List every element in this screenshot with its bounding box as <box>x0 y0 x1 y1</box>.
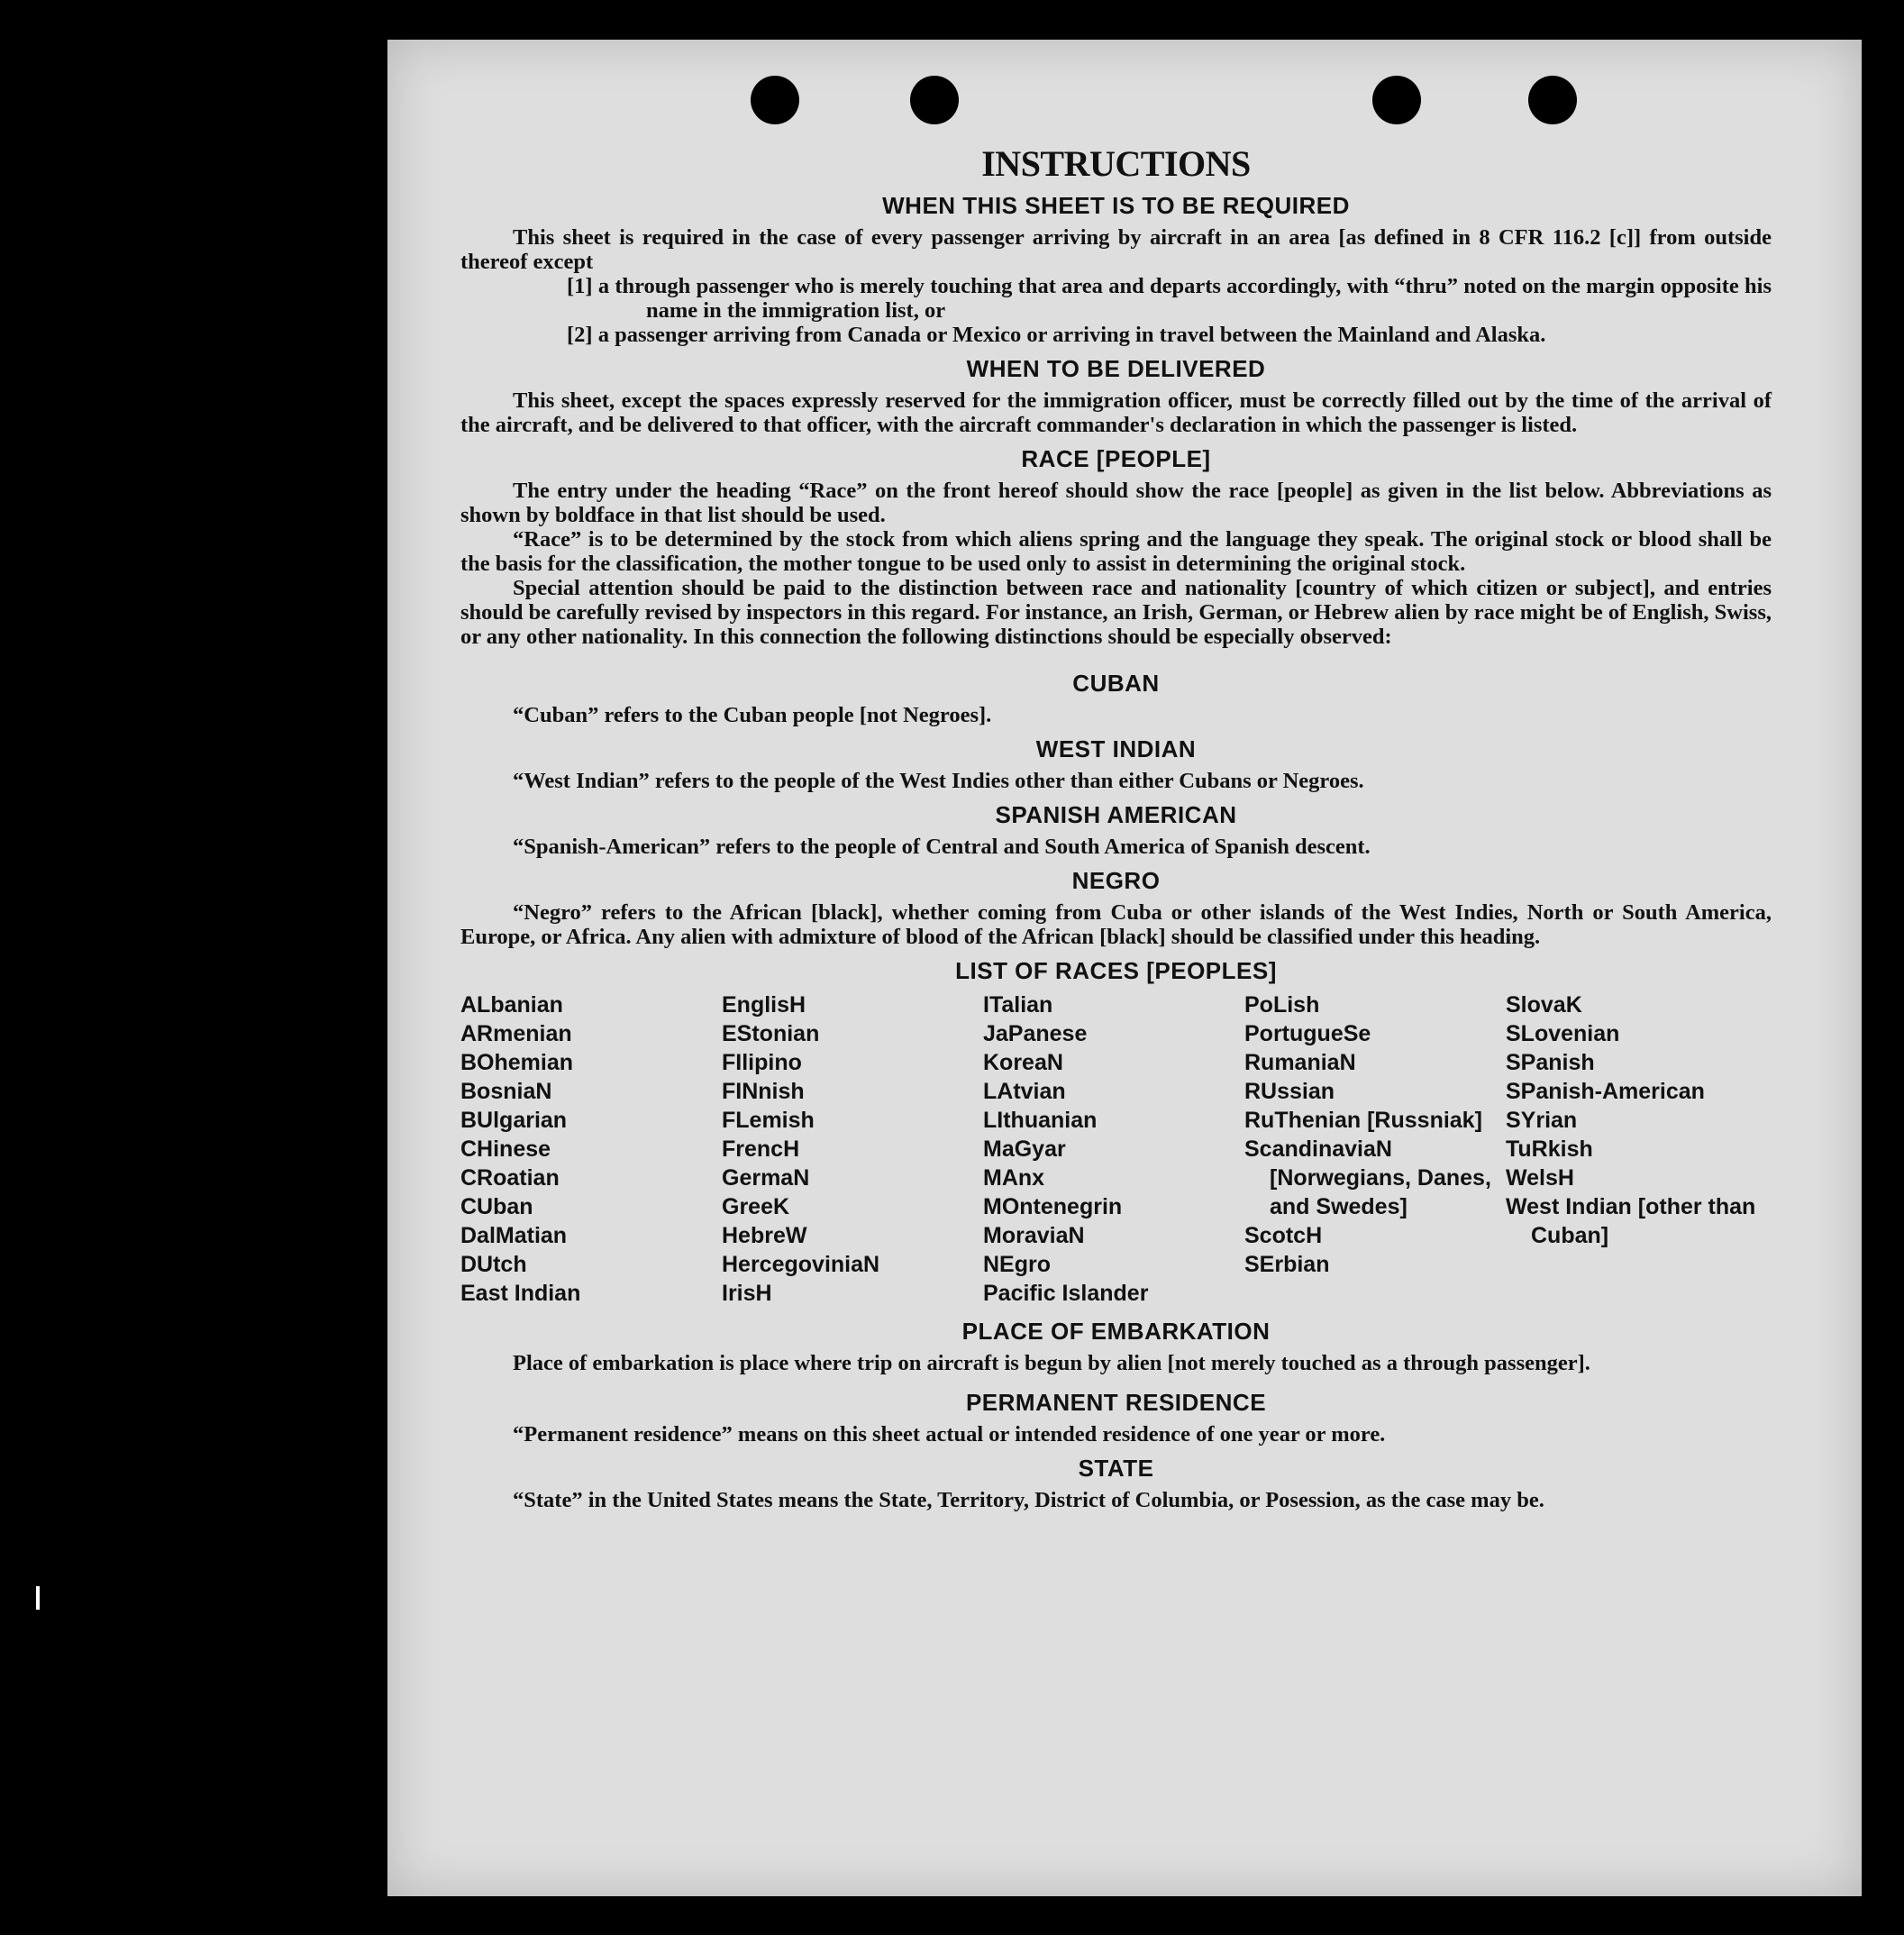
race-item: SYrian <box>1506 1108 1578 1133</box>
race-item: SLovenian <box>1506 1021 1620 1046</box>
race-item: FIlipino <box>722 1050 802 1075</box>
section-heading-negro: NEGRO <box>1071 867 1161 894</box>
races-column-5 <box>1506 990 1772 1308</box>
race-item: NEgro <box>983 1252 1051 1277</box>
page-title: INSTRUCTIONS <box>981 143 1251 184</box>
race-item: RumaniaN <box>1244 1050 1356 1075</box>
race-item: East Indian <box>460 1281 581 1306</box>
race-item: HercegoviniaN <box>722 1252 880 1277</box>
negro-text: “Negro” refers to the African [black], whether coming from Cuba or other islands of the West Indies, North or South America, Europe, or Africa. Any alien with admixture of blood of the African [black] should be classified under this heading. <box>460 900 1772 949</box>
race-item: ITalian <box>983 992 1053 1018</box>
race-paragraph-2: “Race” is to be determined by the stock from which aliens spring and the language they speak. The original stock or blood shall be the basis for the classification, the mother tongue to be used only to assist in determining the original stock. <box>460 527 1772 576</box>
race-item: CHinese <box>460 1136 551 1162</box>
race-item: GermaN <box>722 1165 810 1191</box>
race-item: BOhemian <box>460 1050 574 1075</box>
section-heading-delivered: WHEN TO BE DELIVERED <box>966 355 1266 382</box>
race-item: MOntenegrin <box>983 1194 1123 1219</box>
race-item: WelsH <box>1506 1165 1574 1191</box>
race-item: JaPanese <box>983 1021 1088 1046</box>
residence-text: “Permanent residence” means on this sheet actual or intended residence of one year or more. <box>513 1422 1386 1447</box>
race-item: PortugueSe <box>1244 1021 1371 1046</box>
section-heading-cuban: CUBAN <box>1072 670 1160 697</box>
punch-hole <box>751 76 799 124</box>
race-item: HebreW <box>722 1223 807 1248</box>
race-item: ScotcH <box>1244 1223 1323 1248</box>
races-column-1 <box>460 990 722 1308</box>
punch-hole <box>910 76 959 124</box>
section-heading-embarkation: PLACE OF EMBARKATION <box>961 1318 1271 1345</box>
race-item: ScandinaviaN [Norwegians, Danes, and Swedes] <box>1244 1136 1491 1219</box>
race-paragraph-1: The entry under the heading “Race” on the front hereof should show the race [people] as given in the list below. Abbreviations as shown by boldface in that list should be used. <box>460 479 1772 527</box>
exception-1: [1] a through passenger who is merely touching that area and departs accordingly, with “thru” noted on the margin opposite his name in the immigration list, or <box>567 274 1772 323</box>
race-item: LIthuanian <box>983 1108 1098 1133</box>
section-heading-races-list: LIST OF RACES [PEOPLES] <box>955 957 1277 984</box>
race-item: BosniaN <box>460 1079 552 1104</box>
race-item: PoLish <box>1244 992 1320 1018</box>
race-item: RUssian <box>1244 1079 1335 1104</box>
race-item: ALbanian <box>460 992 563 1018</box>
spanish-american-text: “Spanish-American” refers to the people of Central and South America of Spanish descent. <box>513 835 1371 859</box>
race-item: Pacific Islander <box>983 1281 1149 1306</box>
section-heading-spanish-american: SPANISH AMERICAN <box>995 801 1237 828</box>
embarkation-text: Place of embarkation is place where trip on aircraft is begun by alien [not merely touched as a through passenger]. <box>513 1351 1590 1375</box>
section-heading-required: WHEN THIS SHEET IS TO BE REQUIRED <box>882 192 1350 219</box>
race-item: West Indian [other than Cuban] <box>1506 1194 1756 1248</box>
race-item: DUtch <box>460 1252 527 1277</box>
race-item: CRoatian <box>460 1165 560 1191</box>
cuban-text: “Cuban” refers to the Cuban people [not Negroes]. <box>513 703 992 727</box>
section-heading-residence: PERMANENT RESIDENCE <box>965 1389 1267 1416</box>
race-item: LAtvian <box>983 1079 1066 1104</box>
delivered-text: This sheet, except the spaces expressly reserved for the immigration officer, must be correctly filled out by the time of the arrival of the aircraft, and be delivered to that officer, with the aircraft commander's declaration in which the passenger is listed. <box>460 388 1772 437</box>
race-item: MoraviaN <box>983 1223 1085 1248</box>
races-column-2 <box>722 990 983 1308</box>
required-intro: This sheet is required in the case of every passenger arriving by aircraft in an area [as defined in 8 CFR 116.2 [c]] from outside thereof except <box>460 225 1772 274</box>
race-item: MaGyar <box>983 1136 1066 1162</box>
race-item: FINnish <box>722 1079 805 1104</box>
section-heading-west-indian: WEST INDIAN <box>1035 735 1197 762</box>
race-item: FrencH <box>722 1136 800 1162</box>
race-item: RuThenian [Russniak] <box>1244 1108 1482 1133</box>
state-text: “State” in the United States means the State, Territory, District of Columbia, or Posession, as the case may be. <box>513 1488 1544 1512</box>
punch-hole <box>1528 76 1577 124</box>
document-sheet <box>387 40 1862 1896</box>
race-item: DalMatian <box>460 1223 568 1248</box>
race-item: FLemish <box>722 1108 815 1133</box>
race-item: SErbian <box>1244 1252 1330 1277</box>
instructions-content <box>460 144 1772 1512</box>
race-item: EStonian <box>722 1021 820 1046</box>
race-paragraph-3: Special attention should be paid to the distinction between race and nationality [country of which citizen or subject], and entries should be carefully revised by inspectors in this regard. For instance, an Irish, German, or Hebrew alien by race might be of English, Swiss, or any other nationality. In this connection the following distinctions should be especially observed: <box>460 576 1772 649</box>
exception-2: [2] a passenger arriving from Canada or Mexico or arriving in travel between the Mainland and Alaska. <box>567 323 1546 347</box>
race-item: GreeK <box>722 1194 790 1219</box>
punch-hole <box>1372 76 1421 124</box>
scan-edge-mark <box>36 1586 40 1610</box>
race-item: SPanish <box>1506 1050 1595 1075</box>
races-list <box>460 990 1772 1308</box>
races-column-3 <box>983 990 1244 1308</box>
west-indian-text: “West Indian” refers to the people of the West Indies other than either Cubans or Negroes. <box>513 769 1364 793</box>
section-heading-race: RACE [PEOPLE] <box>1021 445 1211 472</box>
race-item: CUban <box>460 1194 533 1219</box>
race-item: SPanish-American <box>1506 1079 1705 1104</box>
race-item: ARmenian <box>460 1021 572 1046</box>
race-item: TuRkish <box>1506 1136 1593 1162</box>
race-item: EnglisH <box>722 992 806 1018</box>
race-item: MAnx <box>983 1165 1045 1191</box>
race-item: SlovaK <box>1506 992 1582 1018</box>
race-item: KoreaN <box>983 1050 1063 1075</box>
race-item: BUlgarian <box>460 1108 568 1133</box>
race-item: IrisH <box>722 1281 772 1306</box>
section-heading-state: STATE <box>1078 1455 1154 1482</box>
races-column-4 <box>1244 990 1506 1308</box>
